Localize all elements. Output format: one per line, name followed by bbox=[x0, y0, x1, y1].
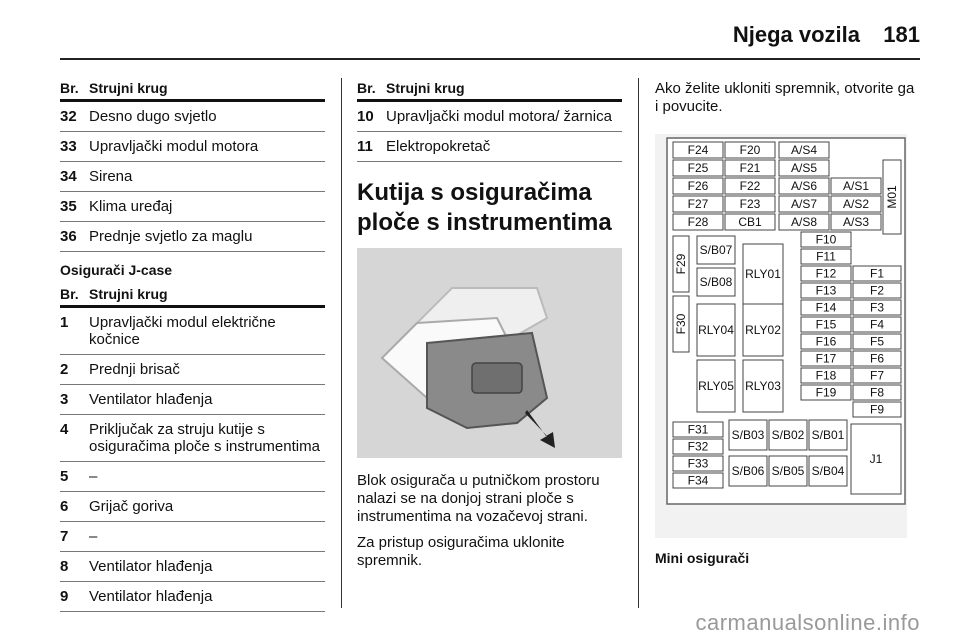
relay-rly05-label: RLY05 bbox=[698, 379, 734, 393]
fuse-f9 bbox=[853, 402, 901, 417]
fuse-row4-0-label: F27 bbox=[687, 197, 709, 211]
fuse-m01-label: M01 bbox=[885, 185, 899, 209]
fuse-number: 34 bbox=[60, 168, 77, 185]
circuit-name: Ventilator hlađenja bbox=[89, 558, 213, 575]
fuse-row1-2 bbox=[779, 142, 829, 158]
fuse-pair-left-5 bbox=[801, 351, 851, 366]
fuse-pair-left-3 bbox=[801, 317, 851, 332]
fuse-sb-bot-1 bbox=[769, 456, 807, 486]
table-row bbox=[60, 582, 325, 612]
circuit-name: Upravljački modul motora bbox=[89, 138, 259, 155]
fuse-number: 4 bbox=[60, 421, 69, 438]
fuse-row2-0-label: F25 bbox=[687, 161, 709, 175]
relay-rly05 bbox=[697, 360, 735, 412]
fuse-sb07-label: S/B07 bbox=[699, 243, 733, 257]
fuse-f30-label: F30 bbox=[674, 313, 688, 335]
fuse-bottom-left-3-label: F34 bbox=[687, 473, 709, 488]
fuse-sb-bot-0 bbox=[729, 456, 767, 486]
fuse-pair-left-0 bbox=[801, 266, 851, 281]
fuse-f29-label: F29 bbox=[674, 253, 688, 275]
fuse-number: 5 bbox=[60, 468, 69, 485]
circuit-name: Ventilator hlađenja bbox=[89, 588, 213, 605]
fuse-bottom-left-0-label: F31 bbox=[687, 422, 709, 437]
fuse-f11 bbox=[801, 249, 851, 264]
table-row bbox=[60, 132, 325, 162]
fuse-sb-top-1-label: S/B02 bbox=[771, 428, 805, 442]
table-row bbox=[60, 355, 325, 385]
circuit-name: Upravljački modul motora/ žarnica bbox=[386, 108, 612, 125]
circuit-name: Ventilator hlađenja bbox=[89, 391, 213, 408]
fuse-row5-2-label: A/S8 bbox=[790, 215, 818, 229]
page-number: 181 bbox=[883, 22, 920, 47]
table-row bbox=[60, 415, 325, 462]
fuse-sb-bot-1-label: S/B05 bbox=[771, 464, 805, 478]
fuse-f30 bbox=[673, 296, 689, 352]
fuse-row3-0 bbox=[673, 178, 723, 194]
relay-rly02-label: RLY02 bbox=[745, 323, 781, 337]
relay-rly01 bbox=[743, 244, 783, 304]
fuse-pair-right-5 bbox=[853, 351, 901, 366]
fuse-j1-label: J1 bbox=[869, 452, 883, 466]
fuse-pair-right-2-label: F3 bbox=[869, 300, 885, 315]
page-title: Njega vozila bbox=[732, 22, 860, 47]
circuit-name: – bbox=[89, 468, 98, 485]
table-row bbox=[60, 492, 325, 522]
fuse-pair-left-7 bbox=[801, 385, 851, 400]
fuse-pair-left-2-label: F14 bbox=[815, 300, 837, 315]
fuse-sb-bot-2-label: S/B04 bbox=[811, 464, 845, 478]
fuse-row3-3-label: A/S1 bbox=[842, 179, 870, 193]
column-3 bbox=[655, 80, 920, 566]
table-row bbox=[357, 102, 622, 132]
fuse-row1-0 bbox=[673, 142, 723, 158]
fuse-number: 8 bbox=[60, 558, 69, 575]
fuse-row3-1 bbox=[725, 178, 775, 194]
fuse-pair-left-3-label: F15 bbox=[815, 317, 837, 332]
fuse-pair-right-3-label: F4 bbox=[869, 317, 885, 332]
fuse-row4-1-label: F23 bbox=[739, 197, 761, 211]
fuse-number: 32 bbox=[60, 108, 77, 125]
fuse-pair-left-4 bbox=[801, 334, 851, 349]
fuse-sb-top-2 bbox=[809, 420, 847, 450]
fuse-row5-1-label: CB1 bbox=[738, 215, 762, 229]
fuse-row3-2-label: A/S6 bbox=[790, 179, 818, 193]
fuse-row4-1 bbox=[725, 196, 775, 212]
fuse-pair-right-7 bbox=[853, 385, 901, 400]
fuse-f10 bbox=[801, 232, 851, 247]
fuse-number: 3 bbox=[60, 391, 69, 408]
fuse-pair-right-3 bbox=[853, 317, 901, 332]
fuse-row4-0 bbox=[673, 196, 723, 212]
fuse-sb-top-0 bbox=[729, 420, 767, 450]
fuse-pair-left-5-label: F17 bbox=[815, 351, 837, 366]
page-header bbox=[60, 18, 920, 60]
table-row bbox=[60, 308, 325, 355]
circuit-name: Upravljački modul električne kočnice bbox=[89, 314, 276, 348]
fuse-pair-left-2 bbox=[801, 300, 851, 315]
fuse-number: 7 bbox=[60, 528, 69, 545]
fuse-row5-0-label: F28 bbox=[687, 215, 709, 229]
table-row bbox=[60, 522, 325, 552]
fuse-pair-left-6-label: F18 bbox=[815, 368, 837, 383]
fuse-box-diagram bbox=[655, 134, 907, 538]
fuse-pair-right-6 bbox=[853, 368, 901, 383]
fuse-row4-2 bbox=[779, 196, 829, 212]
circuit-name: Prednji brisač bbox=[89, 361, 180, 378]
fuse-pair-right-7-label: F8 bbox=[869, 385, 885, 400]
fuse-layout-svg bbox=[655, 134, 907, 538]
relay-rly04-label: RLY04 bbox=[698, 323, 734, 337]
circuit-name: Priključak za struju kutije s osiguračima ploče s instrumentima bbox=[89, 421, 320, 455]
fuse-pair-right-6-label: F7 bbox=[869, 368, 885, 383]
table-row bbox=[60, 222, 325, 252]
fuse-row1-1-label: F20 bbox=[739, 143, 761, 157]
fuse-row4-2-label: A/S7 bbox=[790, 197, 818, 211]
fuse-row1-1 bbox=[725, 142, 775, 158]
fuse-bottom-left-2 bbox=[673, 456, 723, 471]
fuse-row2-1 bbox=[725, 160, 775, 176]
relay-rly02 bbox=[743, 304, 783, 356]
fuse-pair-left-1-label: F13 bbox=[815, 283, 837, 298]
column-2 bbox=[357, 80, 622, 578]
fuse-m01 bbox=[883, 160, 901, 234]
fuse-number: 1 bbox=[60, 314, 69, 331]
fuse-row5-0 bbox=[673, 214, 723, 230]
table-row bbox=[60, 192, 325, 222]
paragraph: Ako želite ukloniti spremnik, otvorite ga i povucite. bbox=[655, 80, 915, 115]
fuse-number: 33 bbox=[60, 138, 77, 155]
fuse-pair-left-7-label: F19 bbox=[815, 385, 837, 400]
column-1 bbox=[60, 80, 325, 612]
table-row bbox=[60, 162, 325, 192]
table-row bbox=[60, 462, 325, 492]
fuse-sb-top-0-label: S/B03 bbox=[731, 428, 765, 442]
fuse-pair-left-0-label: F12 bbox=[815, 266, 837, 281]
fuse-bottom-left-1-label: F32 bbox=[687, 439, 709, 454]
fuse-number: 10 bbox=[357, 108, 374, 125]
fuse-pair-left-6 bbox=[801, 368, 851, 383]
watermark-footer: carmanualsonline.info bbox=[695, 610, 920, 635]
section-heading: Kutija s osiguračima ploče s instrumentima bbox=[357, 179, 612, 236]
circuit-name: Desno dugo svjetlo bbox=[89, 108, 217, 125]
fuse-number: 9 bbox=[60, 588, 69, 605]
fuse-bottom-left-3 bbox=[673, 473, 723, 488]
column-divider bbox=[341, 78, 342, 608]
fuse-row5-3-label: A/S3 bbox=[842, 215, 870, 229]
circuit-name: – bbox=[89, 528, 98, 545]
circuit-name: Prednje svjetlo za maglu bbox=[89, 228, 253, 245]
paragraph: Blok osigurača u putničkom prostoru nalazi se na donjoj strani ploče s instrumentima na vozačevoj strani. bbox=[357, 472, 600, 525]
fuse-row1-2-label: A/S4 bbox=[790, 143, 818, 157]
fuse-bottom-left-0 bbox=[673, 422, 723, 437]
fuse-sb-bot-2 bbox=[809, 456, 847, 486]
fuse-j1 bbox=[851, 424, 901, 494]
table-header: Br. Strujni krug bbox=[60, 80, 325, 102]
fuse-number: 35 bbox=[60, 198, 77, 215]
fuse-bottom-left-1 bbox=[673, 439, 723, 454]
fuse-row2-0 bbox=[673, 160, 723, 176]
circuit-name: Elektropokretač bbox=[386, 138, 491, 155]
fuse-f10-label: F10 bbox=[815, 232, 837, 247]
column-divider bbox=[638, 78, 639, 608]
fuse-pair-right-2 bbox=[853, 300, 901, 315]
glovebox-illustration bbox=[357, 248, 622, 458]
fuse-row2-2-label: A/S5 bbox=[790, 161, 818, 175]
fuse-f9-label: F9 bbox=[869, 402, 885, 417]
fuse-sb08-label: S/B08 bbox=[699, 275, 733, 289]
fuse-number: 36 bbox=[60, 228, 77, 245]
fuse-pair-right-1-label: F2 bbox=[869, 283, 885, 298]
fuse-number: 6 bbox=[60, 498, 69, 515]
paragraph: Za pristup osiguračima uklonite spremnik. bbox=[357, 534, 565, 569]
relay-rly03 bbox=[743, 360, 783, 412]
fuse-box-photo bbox=[357, 248, 622, 458]
fuse-pair-right-4-label: F5 bbox=[869, 334, 885, 349]
table-row bbox=[60, 385, 325, 415]
fuse-bottom-left-2-label: F33 bbox=[687, 456, 709, 471]
fuse-row3-3 bbox=[831, 178, 881, 194]
fuse-row4-3-label: A/S2 bbox=[842, 197, 870, 211]
fuse-sb-top-2-label: S/B01 bbox=[811, 428, 845, 442]
table-row bbox=[357, 132, 622, 162]
fuse-row5-3 bbox=[831, 214, 881, 230]
fuse-sb07 bbox=[697, 236, 735, 264]
relay-rly03-label: RLY03 bbox=[745, 379, 781, 393]
fuse-pair-right-4 bbox=[853, 334, 901, 349]
fuse-row3-1-label: F22 bbox=[739, 179, 761, 193]
fuse-pair-right-0-label: F1 bbox=[869, 266, 885, 281]
fuse-row4-3 bbox=[831, 196, 881, 212]
relay-rly01-label: RLY01 bbox=[745, 267, 781, 281]
circuit-name: Grijač goriva bbox=[89, 498, 174, 515]
fuse-row5-1 bbox=[725, 214, 775, 230]
fuse-row3-2 bbox=[779, 178, 829, 194]
subheading-mini-fuses: Mini osigurači bbox=[655, 550, 750, 566]
fuse-pair-right-1 bbox=[853, 283, 901, 298]
fuse-pair-right-5-label: F6 bbox=[869, 351, 885, 366]
fuse-f11-label: F11 bbox=[816, 249, 836, 264]
circuit-name: Klima uređaj bbox=[89, 198, 173, 215]
fuse-sb08 bbox=[697, 268, 735, 296]
fuse-sb-bot-0-label: S/B06 bbox=[731, 464, 765, 478]
fuse-row5-2 bbox=[779, 214, 829, 230]
relay-rly04 bbox=[697, 304, 735, 356]
fuse-sb-top-1 bbox=[769, 420, 807, 450]
fuse-number: 11 bbox=[357, 138, 373, 155]
fuse-number: 2 bbox=[60, 361, 69, 378]
fuse-row2-2 bbox=[779, 160, 829, 176]
table-row bbox=[60, 102, 325, 132]
table-header: Br. Strujni krug bbox=[357, 80, 622, 102]
circuit-name: Sirena bbox=[89, 168, 133, 185]
fuse-row1-0-label: F24 bbox=[687, 143, 709, 157]
table-header: Br. Strujni krug bbox=[60, 286, 325, 308]
fuse-pair-left-1 bbox=[801, 283, 851, 298]
fuse-pair-right-0 bbox=[853, 266, 901, 281]
fuse-pair-left-4-label: F16 bbox=[815, 334, 837, 349]
fuse-row3-0-label: F26 bbox=[687, 179, 709, 193]
fuse-f29 bbox=[673, 236, 689, 292]
subheading-j-case: Osigurači J-case bbox=[60, 262, 173, 278]
table-row bbox=[60, 552, 325, 582]
fuse-row2-1-label: F21 bbox=[739, 161, 761, 175]
